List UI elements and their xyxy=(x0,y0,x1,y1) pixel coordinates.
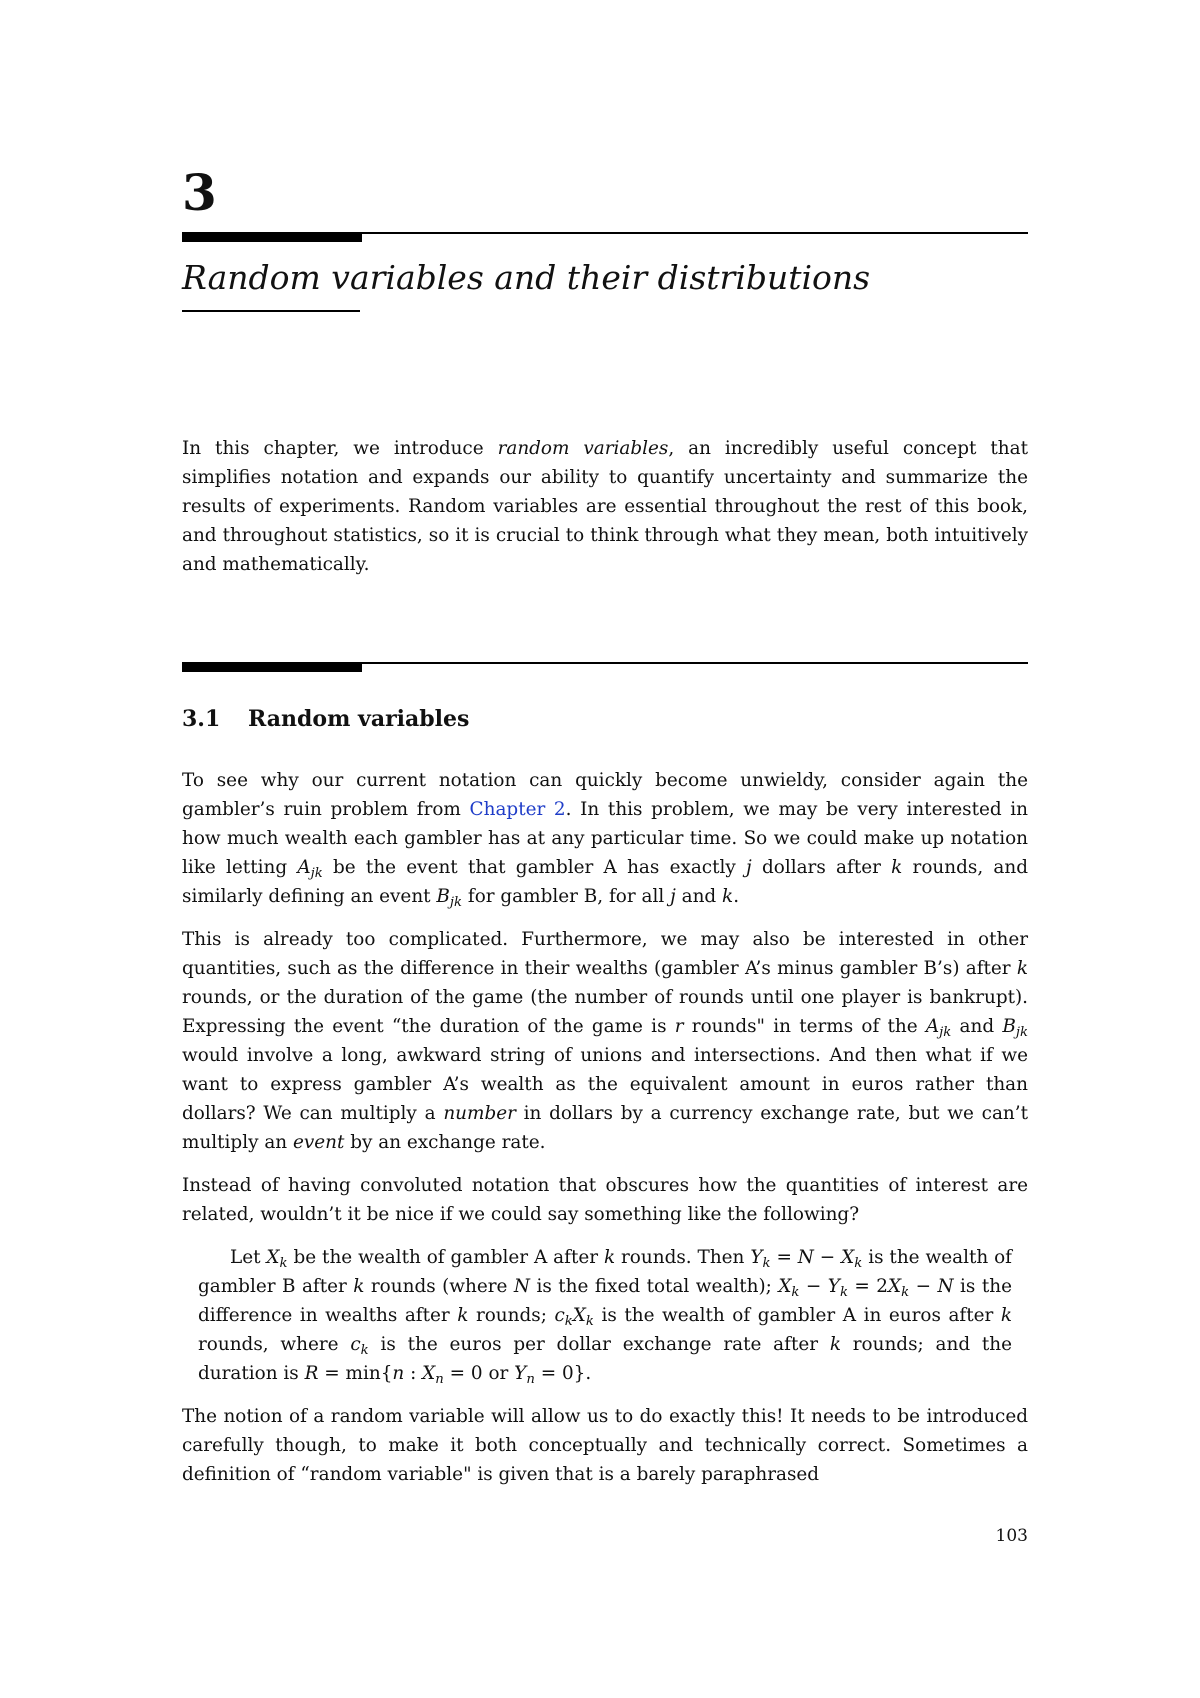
intro-text: In this chapter, we introduce xyxy=(182,438,498,459)
rule-thick-segment xyxy=(182,662,362,672)
paragraph: Instead of having convoluted notation that obscures how the quantities of interest are related, wouldn’t it be nice if we could say something like the following? xyxy=(182,1175,1028,1225)
section-title: Random variables xyxy=(248,706,470,732)
page-number: 103 xyxy=(995,1526,1028,1546)
chapter-number: 3 xyxy=(182,163,217,222)
math: $B_{jk}$ xyxy=(1002,1016,1028,1040)
math: j xyxy=(670,886,676,907)
math: $A_{jk}$ xyxy=(925,1016,952,1040)
intro-emphasis: random variables xyxy=(497,438,669,459)
intro-text: , an incredibly useful concept that simplifies notation and expands our ability to quantify uncertainty and summarize the results of experiments. Random variables are essential throughout the rest of this book, and throughout statistics, so it is crucial to think through what they mean, both intuitively and mathematically. xyxy=(182,438,1028,575)
math: k xyxy=(1016,958,1028,979)
chapter-rule xyxy=(182,232,1028,242)
chapter-title-underline xyxy=(182,310,360,312)
math: $X_k$ xyxy=(266,1247,288,1271)
paragraph: This is already too complicated. Furthermore, we may also be interested in other quantities, such as the difference in their wealths (gambler A’s minus gambler B’s) after k rounds, or the duration of the game (the number of rounds until one player is bankrupt). Expressing the event “the duration of the game is r rounds" in terms of the $A_{jk}$ and $B_{jk}$ would involve a long, awkward string of unions and intersections. And then what if we want to express gambler A’s wealth as the equivalent amount in euros rather than dollars? We can multiply a number in dollars by a currency exchange rate, but we can’t multiply an event by an exchange rate. xyxy=(182,929,1028,1153)
rule-thin-segment xyxy=(362,662,1028,664)
math: k xyxy=(891,857,903,878)
chapter-intro xyxy=(182,434,1028,579)
math: $B_{jk}$ xyxy=(436,886,463,910)
math: $A_{jk}$ xyxy=(297,857,323,881)
math: r xyxy=(674,1016,684,1037)
section-number: 3.1 xyxy=(182,706,221,732)
math: k xyxy=(722,886,734,907)
paragraph: To see why our current notation can quickly become unwieldy, consider again the gambler’s ruin problem from Chapter 2. In this problem, we may be very interested in how much wealth each gambler has at any particular time. So we could make up notation like letting $A_{jk}$ be the event that gambler A has exactly j dollars after k rounds, and similarly defining an event $B_{jk}$ for gambler B, for all j and k. xyxy=(182,770,1029,910)
section-rule xyxy=(182,662,1028,672)
math: j xyxy=(746,857,752,878)
paragraph: The notion of a random variable will allow us to do exactly this! It needs to be introduced carefully though, to make it both conceptually and technically correct. Sometimes a definition of “random variable" is given that is a barely paraphrased xyxy=(182,1406,1028,1485)
quote-block: Let $X_k$ be the wealth of gambler A after k rounds. Then $Y_k = N - X_k$ is the wealth of gambler B after k rounds (where N is the fixed total wealth); $X_k - Y_k = 2X_k - N$ is the difference in wealths after k rounds; $c_kX_k$ is the wealth of gambler A in euros after k rounds, where $c_k$ is the euros per dollar exchange rate after k rounds; and the duration is R = min{n : $X_n = 0$ or $Y_n = 0$}. xyxy=(198,1247,1012,1387)
rule-thin-segment xyxy=(362,232,1028,234)
chapter-title: Random variables and their distributions xyxy=(182,258,871,297)
rule-thick-segment xyxy=(182,232,362,242)
body-text xyxy=(182,766,1028,1503)
chapter-2-link[interactable]: Chapter 2 xyxy=(469,799,566,820)
section-heading xyxy=(182,706,469,732)
